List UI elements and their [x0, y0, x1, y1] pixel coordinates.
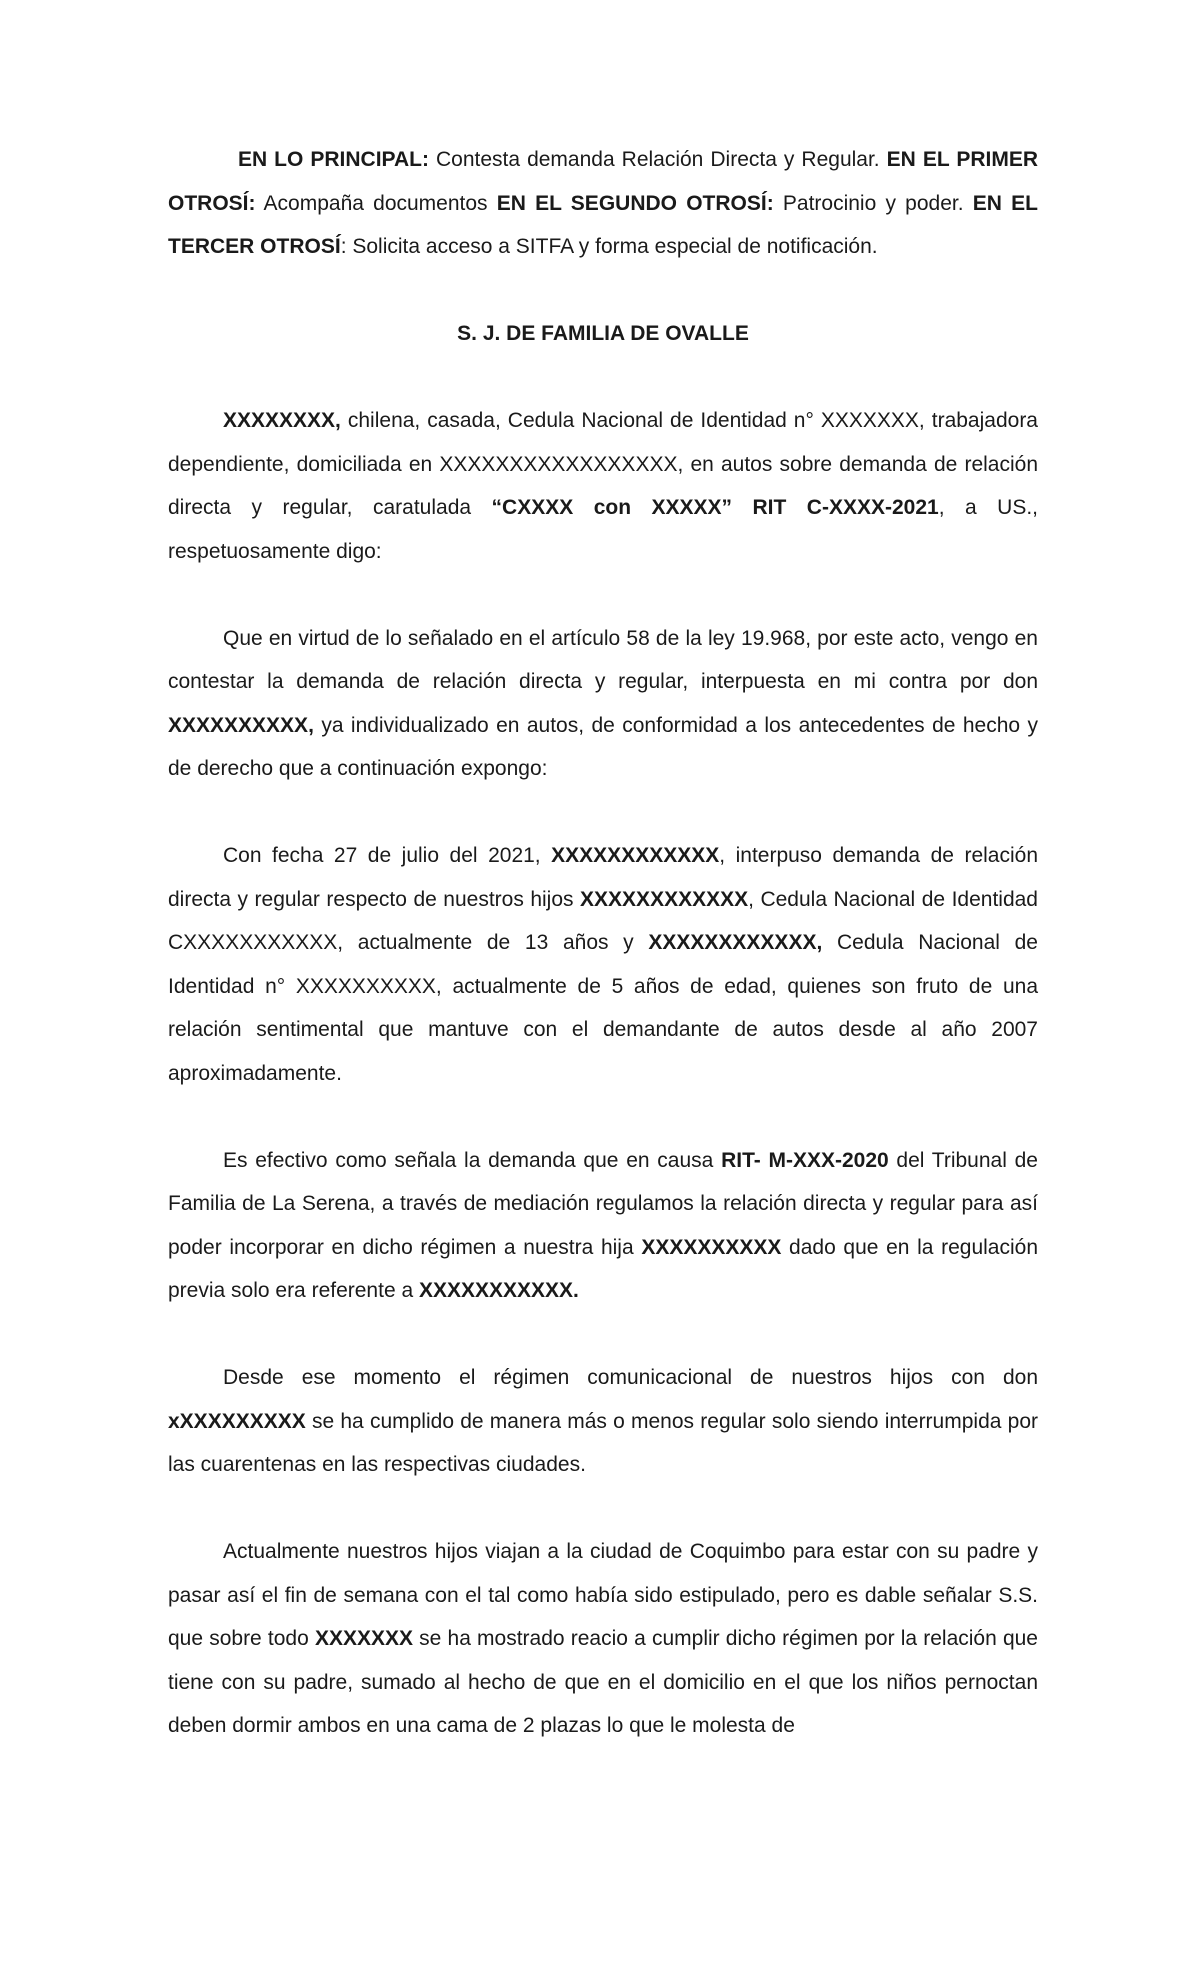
party-name: XXXXXXXX,	[223, 409, 341, 432]
paragraph-5: Actualmente nuestros hijos viajan a la ciudad de Coquimbo para estar con su padre y pasar así el fin de semana con el tal como había sido estipulado, pero es dable señalar S.S. que sobre todo XXXXXXX se ha mostrado reacio a cumplir dicho régimen por la relación que tiene con su padre, sumado al hecho de que en el domicilio en el que los niños pernoctan deben dormir ambos en una cama de 2 plazas lo que le molesta de	[168, 1540, 1038, 1737]
segundo-otrosi-text: Patrocinio y poder.	[773, 191, 973, 215]
primer-otrosi-text: Acompaña documentos	[255, 191, 497, 215]
heading-sumilla	[168, 138, 1038, 269]
tercer-otrosi-text: : Solicita acceso a SITFA y forma especial de notificación.	[340, 235, 878, 258]
principal-text: Contesta demanda Relación Directa y Regular.	[428, 148, 887, 171]
rit-number: RIT- M-XXX-2020	[721, 1148, 889, 1172]
defendant-name: XXXXXXXXXX,	[168, 713, 314, 737]
caratula: “CXXXX con XXXXX” RIT C-XXXX-2021	[491, 496, 939, 519]
tercer-otrosi-label: EN EL TERCER OTROSÍ	[168, 191, 1038, 258]
paragraph-1: Que en virtud de lo señalado en el artículo 58 de la ley 19.968, por este acto, vengo en contestar la demanda de relación directa y regular, interpuesta en mi contra por don XXXXXXXXXX, ya individualizado en autos, de conformidad a los antecedentes de hecho y de derecho que a continuación expongo:	[168, 626, 1038, 780]
segundo-otrosi-label: EN EL SEGUNDO OTROSÍ:	[496, 191, 774, 215]
paragraph-3: Es efectivo como señala la demanda que en causa RIT- M-XXX-2020 del Tribunal de Familia de La Serena, a través de mediación regulamos la relación directa y regular para así poder incorporar en dicho régimen a nuestra hija XXXXXXXXXX dado que en la regulación previa solo era referente a XXXXXXXXXXX.	[168, 1148, 1039, 1302]
primer-otrosi-label: EN EL PRIMER OTROSÍ:	[168, 148, 1038, 215]
principal-label: EN LO PRINCIPAL:	[238, 148, 429, 171]
intro-paragraph: XXXXXXXX, chilena, casada, Cedula Nacional de Identidad n° XXXXXXX, trabajadora dependiente, domiciliada en XXXXXXXXXXXXXXXXX, en autos sobre demanda de relación directa y regular, caratulada “CXXXX con XXXXX” RIT C-XXXX-2021, a US., respetuosamente digo:	[168, 409, 1038, 563]
document-page	[168, 138, 1038, 1748]
court-title: S. J. DE FAMILIA DE OVALLE	[457, 322, 749, 345]
paragraph-2: Con fecha 27 de julio del 2021, XXXXXXXXXXXX, interpuso demanda de relación directa y regular respecto de nuestros hijos XXXXXXXXXXXX, Cedula Nacional de Identidad CXXXXXXXXXXX, actualmente de 13 años y XXXXXXXXXXXX, Cedula Nacional de Identidad n° XXXXXXXXXX, actualmente de 5 años de edad, quienes son fruto de una relación sentimental que mantuve con el demandante de autos desde al año 2007 aproximadamente.	[168, 844, 1039, 1085]
paragraph-4: Desde ese momento el régimen comunicacional de nuestros hijos con don xXXXXXXXXX se ha cumplido de manera más o menos regular solo siendo interrumpida por las cuarentenas en las respectivas ciudades.	[168, 1366, 1038, 1476]
